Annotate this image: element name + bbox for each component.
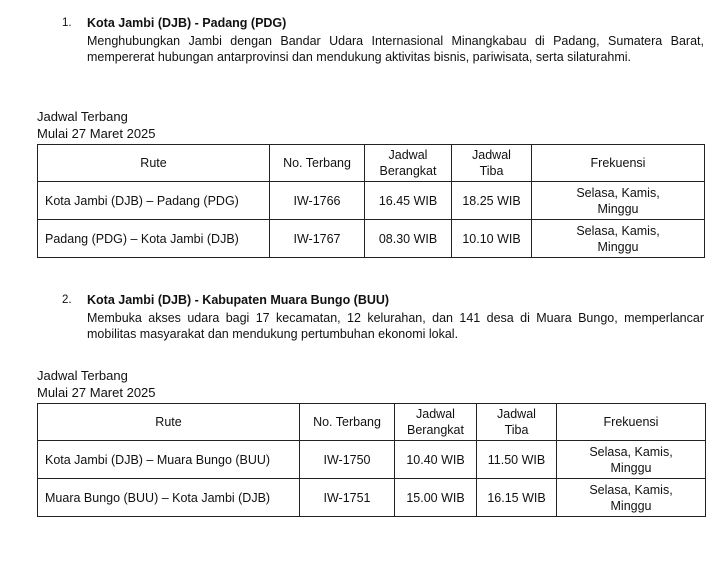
frekuensi-line: Minggu [597,239,639,254]
header-line: Berangkat [379,164,437,178]
table-row [38,220,705,258]
schedule-start-date: Mulai 27 Maret 2025 [37,126,156,141]
cell-no-terbang: IW-1767 [270,220,365,258]
frekuensi-line: Selasa, Kamis, [589,444,673,459]
cell-frekuensi [557,441,706,479]
frekuensi-line: Minggu [610,460,652,475]
item-number: 2. [62,294,72,306]
header-frekuensi: Frekuensi [557,404,706,441]
table-header-row [38,404,706,441]
table-row [38,441,706,479]
table-row [38,479,706,517]
header-line: Jadwal [472,148,511,162]
schedule-table-1 [37,144,705,258]
cell-no-terbang: IW-1766 [270,182,365,220]
cell-berangkat: 16.45 WIB [365,182,452,220]
cell-frekuensi [557,479,706,517]
cell-berangkat: 08.30 WIB [365,220,452,258]
table-row [38,182,705,220]
frekuensi-line: Selasa, Kamis, [576,223,660,238]
header-line: Jadwal [497,407,536,421]
table-header-row [38,145,705,182]
cell-tiba: 11.50 WIB [477,441,557,479]
cell-rute: Kota Jambi (DJB) – Muara Bungo (BUU) [38,441,300,479]
header-line: Berangkat [407,423,464,437]
header-frekuensi: Frekuensi [532,145,705,182]
cell-frekuensi [532,220,705,258]
frekuensi-line: Minggu [610,498,652,513]
cell-berangkat: 10.40 WIB [395,441,477,479]
schedule-table-2 [37,403,706,517]
cell-rute: Muara Bungo (BUU) – Kota Jambi (DJB) [38,479,300,517]
item-title: Kota Jambi (DJB) - Padang (PDG) [87,16,287,30]
schedule-label: Jadwal Terbang [37,368,128,383]
header-line: Tiba [479,164,504,178]
cell-frekuensi [532,182,705,220]
header-no-terbang: No. Terbang [300,404,395,441]
header-rute: Rute [38,145,270,182]
item-description: Membuka akses udara bagi 17 kecamatan, 12 kelurahan, dan 141 desa di Muara Bungo, memperlancar mobilitas masyarakat dan mendukung pertumbuhan ekonomi lokal. [87,311,704,341]
frekuensi-line: Selasa, Kamis, [576,185,660,200]
schedule-start-date: Mulai 27 Maret 2025 [37,385,156,400]
header-jadwal-tiba [452,145,532,182]
cell-rute: Kota Jambi (DJB) – Padang (PDG) [38,182,270,220]
item-number: 1. [62,17,72,29]
item-title: Kota Jambi (DJB) - Kabupaten Muara Bungo (BUU) [87,293,390,307]
cell-no-terbang: IW-1751 [300,479,395,517]
header-rute: Rute [38,404,300,441]
frekuensi-line: Selasa, Kamis, [589,482,673,497]
schedule-label: Jadwal Terbang [37,109,128,124]
header-line: Tiba [504,423,529,437]
header-line: Jadwal [416,407,455,421]
header-jadwal-berangkat [395,404,477,441]
cell-no-terbang: IW-1750 [300,441,395,479]
header-line: Jadwal [388,148,428,162]
frekuensi-line: Minggu [597,201,639,216]
header-no-terbang: No. Terbang [270,145,365,182]
cell-tiba: 10.10 WIB [452,220,532,258]
cell-rute: Padang (PDG) – Kota Jambi (DJB) [38,220,270,258]
header-jadwal-berangkat [365,145,452,182]
item-description: Menghubungkan Jambi dengan Bandar Udara Internasional Minangkabau di Padang, Sumatera Barat, mempererat hubungan antarprovinsi dan mendukung aktivitas bisnis, pariwisata, serta silaturahmi. [87,34,704,64]
header-jadwal-tiba [477,404,557,441]
cell-berangkat: 15.00 WIB [395,479,477,517]
cell-tiba: 16.15 WIB [477,479,557,517]
cell-tiba: 18.25 WIB [452,182,532,220]
